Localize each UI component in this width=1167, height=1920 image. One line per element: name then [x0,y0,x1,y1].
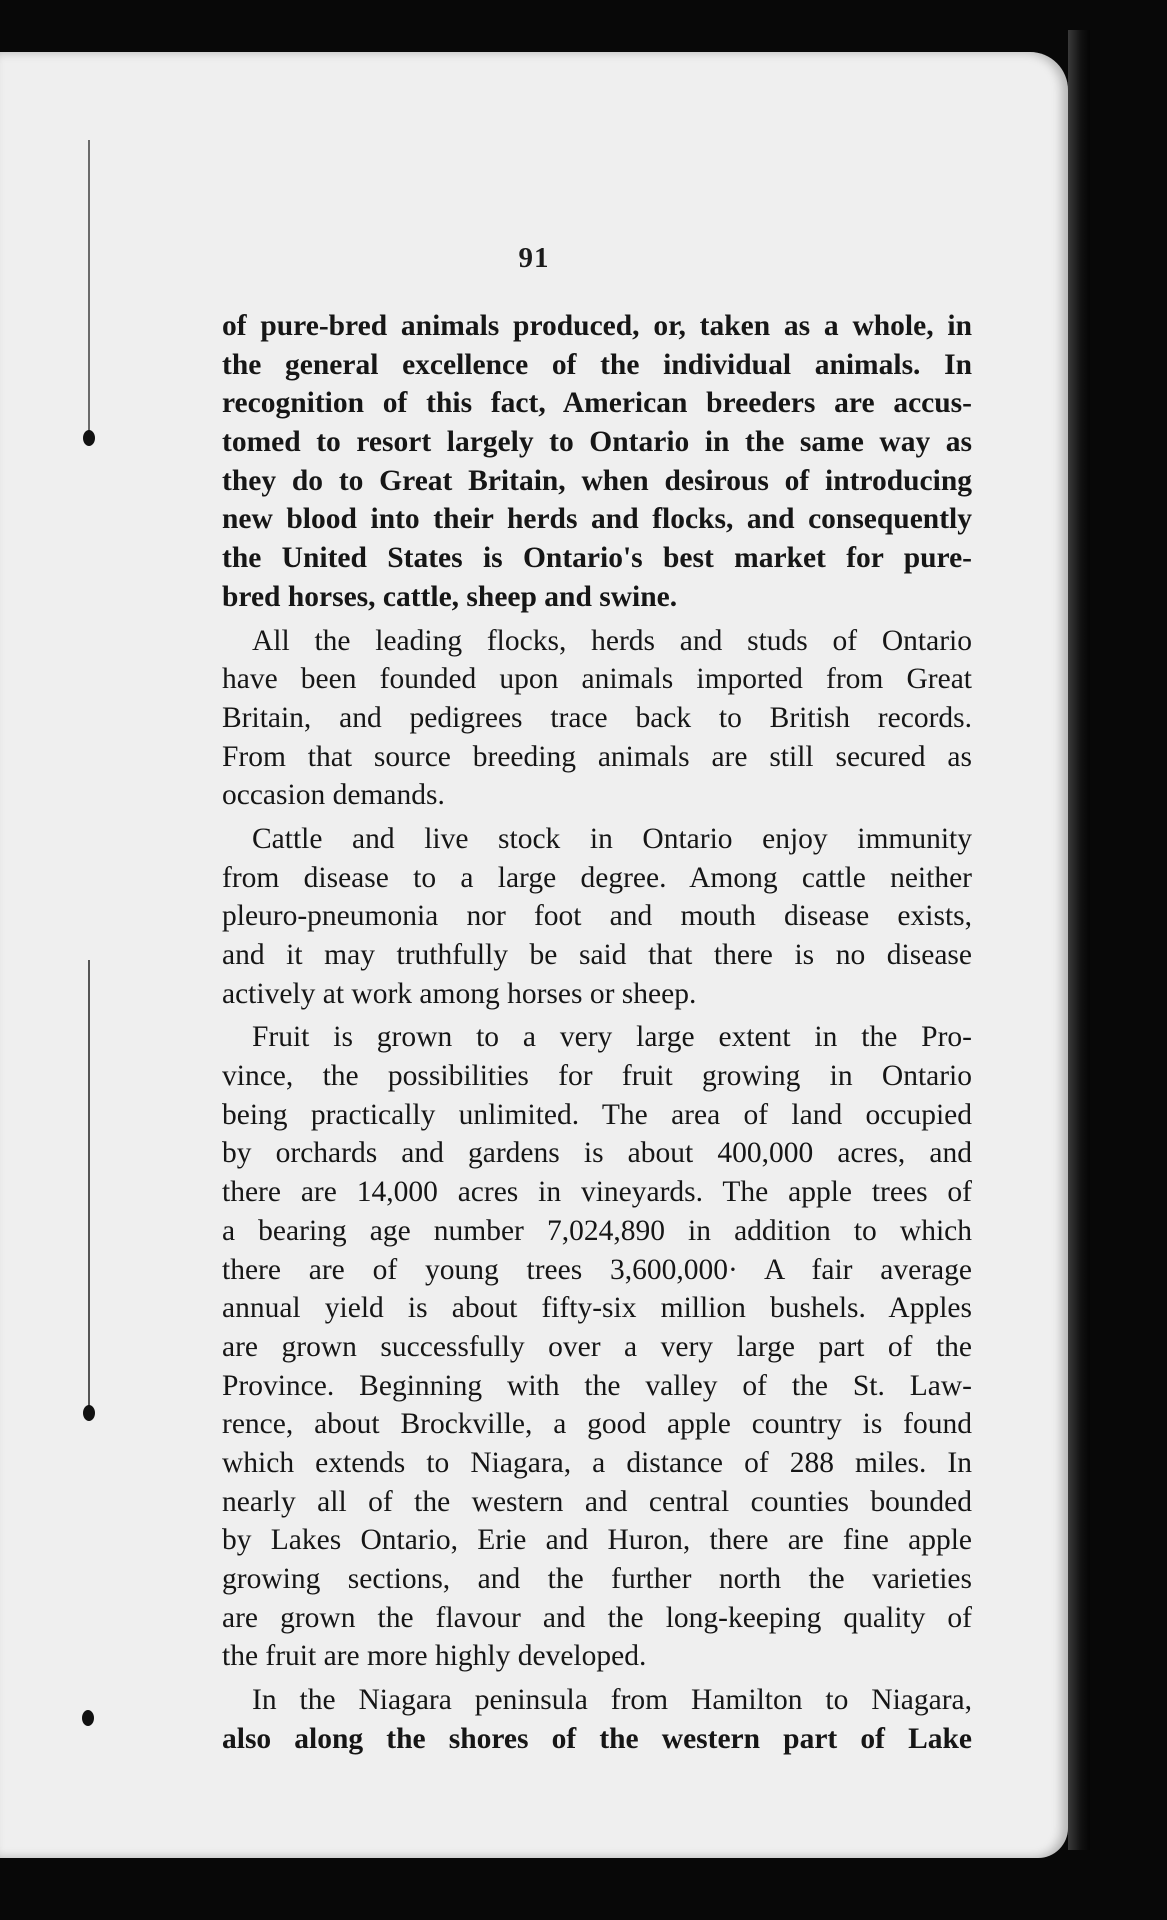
text-line: being practically unlimited. The area of land occupied [222,1098,972,1131]
text-line: which extends to Niagara, a distance of 288 miles. In [222,1446,972,1479]
text-line: there are 14,000 acres in vineyards. The apple trees of [222,1176,972,1209]
text-line: pleuro-pneumonia nor foot and mouth disease exists, [222,900,972,933]
binding-mark-lower [78,1700,102,1740]
text-line: the general excellence of the individual animals. In [222,348,972,381]
text-line: From that source breeding animals are still secured as [222,740,972,773]
binding-thread [88,960,90,1410]
text-line: also along the shores of the western part of Lake [222,1722,972,1755]
text-line: annual yield is about fifty-six million bushels. Apples [222,1292,972,1325]
text-line: All the leading flocks, herds and studs of Ontario [252,624,972,657]
paragraph-5 [222,1681,972,1758]
text-line: rence, about Brockville, a good apple country is found [222,1408,972,1441]
text-line: the United States is Ontario's best market for pure- [222,542,972,575]
paragraph-2 [222,622,972,815]
text-line: of pure-bred animals produced, or, taken as a whole, in [222,310,972,342]
text-line: tomed to resort largely to Ontario in the same way as [222,426,972,459]
text-line: and it may truthfully be said that there is no disease [222,939,972,971]
text-line: new blood into their herds and flocks, and consequently [222,503,972,536]
text-line: a bearing age number 7,024,890 in addition to which [222,1214,972,1247]
binding-hole [83,1405,95,1421]
text-line: Province. Beginning with the valley of the St. Law- [222,1369,972,1402]
text-line: Britain, and pedigrees trace back to British records. [222,701,972,734]
text-line: Fruit is grown to a very large extent in the Pro- [252,1021,972,1054]
text-line: recognition of this fact, American breeders are accus- [222,387,972,420]
text-line: from disease to a large degree. Among cattle neither [222,861,972,894]
binding-hole [82,1710,94,1726]
text-line: actively at work among horses or sheep. [222,977,697,1010]
text-line: In the Niagara peninsula from Hamilton to Niagara, [252,1684,972,1717]
text-line: occasion demands. [222,779,445,812]
body-text [222,307,972,1763]
page-edge-shadow [1068,30,1090,1850]
text-line: growing sections, and the further north the varieties [222,1563,972,1595]
text-line: are grown successfully over a very large part of the [222,1330,972,1363]
text-line: Cattle and live stock in Ontario enjoy immunity [252,822,972,855]
text-line: the fruit are more highly developed. [222,1640,647,1673]
binding-mark-upper [78,140,102,470]
text-line: they do to Great Britain, when desirous of introducing [222,464,972,497]
binding-thread [88,140,90,440]
text-line: are grown the flavour and the long-keeping quality of [222,1601,972,1634]
page-number: 91 [518,242,550,274]
binding-hole [83,430,95,446]
text-line: bred horses, cattle, sheep and swine. [222,580,678,613]
text-line: have been founded upon animals imported from Great [222,663,972,696]
text-line: vince, the possibilities for fruit growing in Ontario [222,1060,972,1093]
paragraph-4 [222,1018,972,1676]
text-line: there are of young trees 3,600,000· A fair average [222,1253,972,1286]
text-line: by Lakes Ontario, Erie and Huron, there are fine apple [222,1524,972,1557]
book-page [0,52,1068,1858]
text-line: by orchards and gardens is about 400,000 acres, and [222,1137,972,1170]
paragraph-3 [222,820,972,1013]
binding-mark-middle [78,960,102,1440]
paragraph-1 [222,307,972,617]
text-line: nearly all of the western and central counties bounded [222,1485,972,1518]
